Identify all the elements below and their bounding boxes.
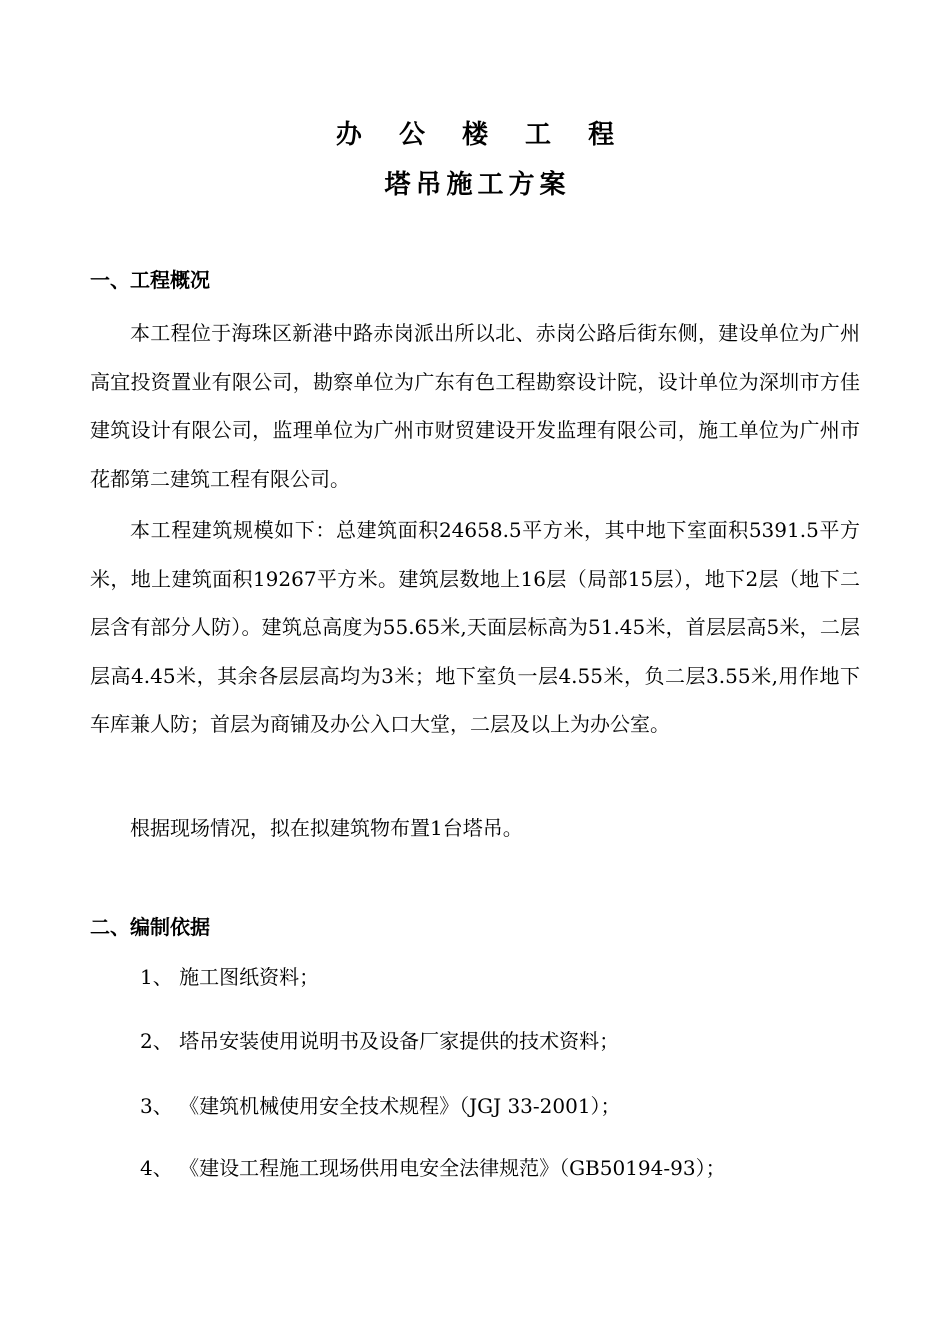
basis-list-item: 2、 塔吊安装使用说明书及设备厂家提供的技术资料；: [140, 1029, 620, 1053]
document-title-line2: 塔吊施工方案: [384, 170, 571, 200]
overview-paragraph-crane: 根据现场情况，拟在拟建筑物布置1台塔吊。: [130, 816, 523, 840]
overview-paragraph-scale: 本工程建筑规模如下：总建筑面积24658.5平方米，其中地下室面积5391.5平方米，地上建筑面积19267平方米。建筑层数地上16层（局部15层），地下2层（地下二层含有部分人防）。建筑总高度为55.65米,天面层标高为51.45米，首层层高5米，二层层高4.45米，其余各层层高均为3米；地下室负一层4.55米，负二层3.55米,用作地下车库兼人防；首层为商铺及办公入口大堂，二层及以上为办公室。: [90, 518, 860, 736]
basis-list-item: 4、 《建设工程施工现场供用电安全法律规范》（GB50194-93）；: [140, 1156, 726, 1180]
document-title-line1: 办 公 楼 工 程: [335, 120, 629, 150]
section-heading-basis: 二、编制依据: [90, 915, 210, 939]
basis-list-item: 1、 施工图纸资料；: [140, 965, 320, 989]
section-heading-overview: 一、工程概况: [90, 268, 210, 292]
overview-paragraph-location: 本工程位于海珠区新港中路赤岗派出所以北、赤岗公路后街东侧，建设单位为广州高宜投资置业有限公司，勘察单位为广东有色工程勘察设计院，设计单位为深圳市方佳建筑设计有限公司，监理单位为广州市财贸建设开发监理有限公司，施工单位为广州市花都第二建筑工程有限公司。: [90, 321, 860, 491]
basis-list-item: 3、 《建筑机械使用安全技术规程》（JGJ 33-2001）；: [140, 1094, 621, 1118]
